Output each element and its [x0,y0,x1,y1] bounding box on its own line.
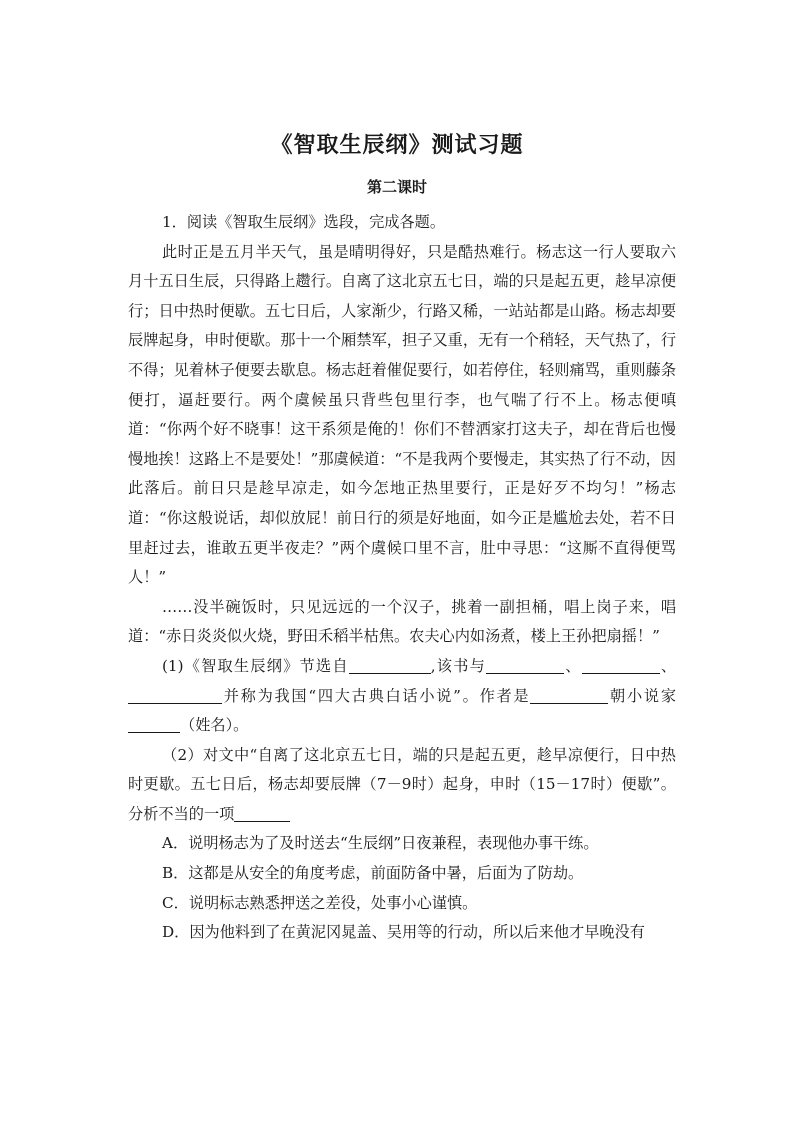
sub-question-2 [128,741,676,830]
q1-text: 并称为我国“四大古典白话小说”。作者是 [222,686,531,705]
q1-text: （姓名）。 [180,716,249,735]
q1-text: 朝小说家 [608,686,676,705]
sub-question-1 [128,652,676,741]
answer-blank[interactable] [128,714,180,733]
page-title: 《智取生辰纲》测试习题 [270,133,524,158]
passage-paragraph: 此时正是五月半天气，虽是晴明得好，只是酷热难行。杨志这一行人要取六月十五日生辰，只得路上趱行。自离了这北京五七日，端的只是起五更，趁早凉便行；日中热时便歇。五七日后，人家渐少，行路又稀，一站站都是山路。杨志却要辰牌起身，申时便歇。那十一个厢禁军，担子又重，无有一个稍轻，天气热了，行不得；见着林子便要去歇息。杨志赶着催促要行，如若停住，轻则痛骂，重则藤条便打，逼赶要行。两个虞候虽只背些包里行李，也气喘了行不上。杨志便嗔道：“你两个好不晓事！这干系须是俺的！你们不替洒家打这夫子，却在背后也慢慢地挨！这路上不是要处！”那虞候道：“不是我两个要慢走，其实热了行不动，因此落后。前日只是趁早凉走，如今怎地正热里要行，正是好歹不均匀！”杨志道：“你这般说话，却似放屁！前日行的须是好地面，如今正是尴尬去处，若不日里赶过去，谁敢五更半夜走？”两个虞候口里不言，肚中寻思：“这厮不直得便骂人！” [128,242,676,587]
q1-text: (1)《智取生辰纲》节选自 [162,656,349,675]
answer-blank[interactable] [128,685,222,704]
q1-text: 、 [564,656,582,675]
q2-stem: （2）对文中“自离了这北京五七日，端的只是起五更，趁早凉便行，日中热时更歇。五七日后，杨志却要辰牌（7－9时）起身，申时（15－17时）便歇”。分析不当的一项 [128,745,676,823]
option-a: A．说明杨志为了及时送去“生辰纲”日夜兼程，表现他办事干练。 [162,834,599,853]
answer-blank[interactable] [349,655,431,674]
page-subtitle: 第二课时 [366,178,427,196]
q1-text: 、 [659,656,677,675]
option-b: B．这都是从安全的角度考虑，前面防备中暑，后面为了防劫。 [162,864,584,883]
option-d: D．因为他料到了在黄泥冈晁盖、吴用等的行动，所以后来他才早晚没有 [162,923,645,942]
q1-text: ,该书与 [430,656,486,675]
passage-paragraph: ……没半碗饭时，只见远远的一个汉子，挑着一副担桶，唱上岗子来，唱道：“赤日炎炎似火烧，野田禾稻半枯焦。农夫心内如汤煮，楼上王孙把扇摇！” [128,597,676,646]
answer-blank[interactable] [530,685,608,704]
answer-blank[interactable] [486,655,564,674]
document-body [128,208,676,948]
option-c: C．说明标志熟悉押送之差役，处事小心谨慎。 [162,893,478,912]
question-intro: 1．阅读《智取生辰纲》选段，完成各题。 [162,213,446,231]
answer-blank[interactable] [234,803,290,822]
answer-blank[interactable] [582,655,660,674]
